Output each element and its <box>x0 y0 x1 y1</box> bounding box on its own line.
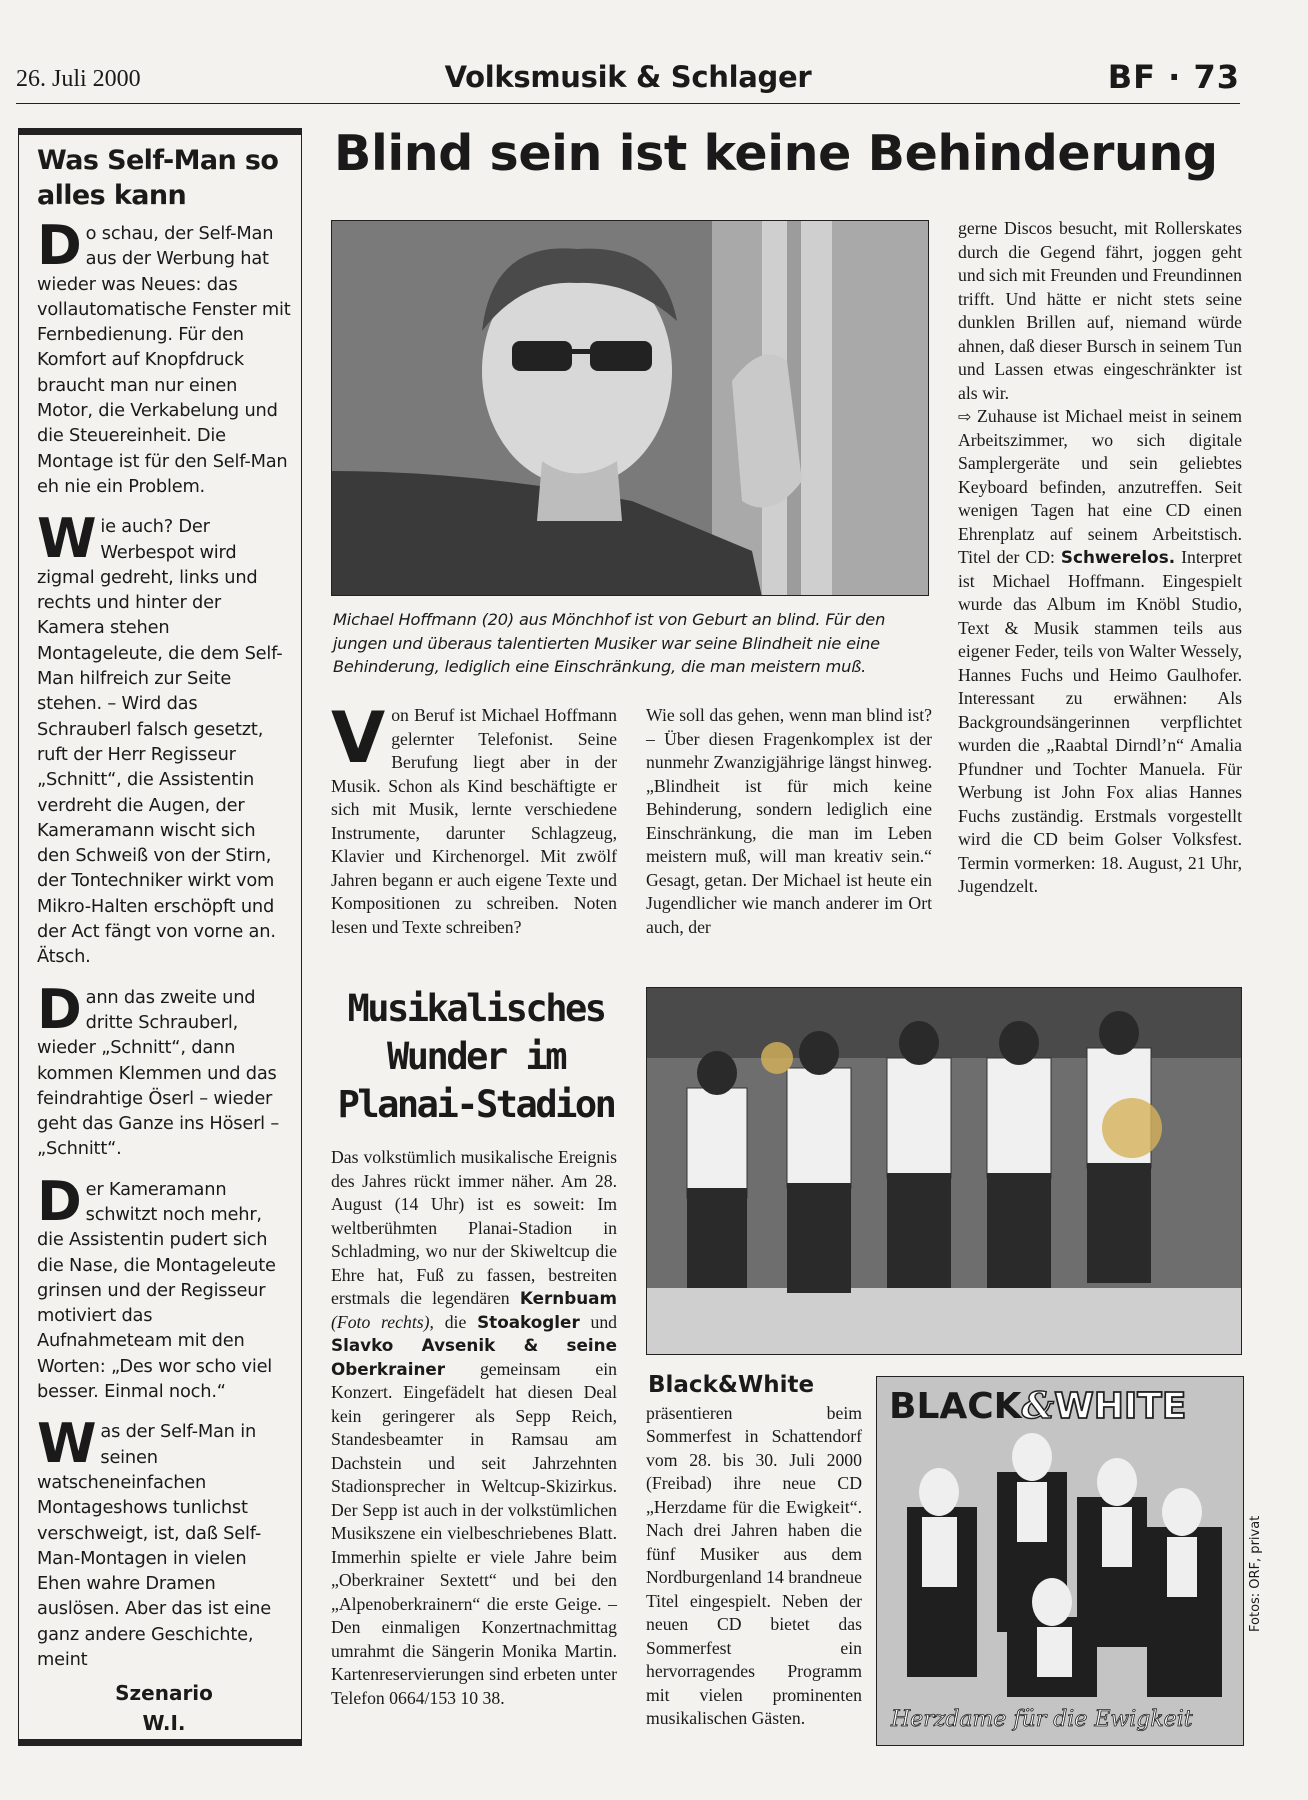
article-column-4 <box>331 1146 617 1710</box>
drop-cap: W <box>37 507 97 571</box>
column-text: Wie soll das gehen, wenn man blind ist? – Über diesen Fragenkomplex ist der nunmehr Zwanzigjährige längst hinweg. „Blindheit ist für mich keine Behinderung, sondern lediglich eine Einschränkung, die man im Leben meistern muß, will man kreativ sein.“ Gesagt, getan. Der Michael ist heute ein Jugendlicher wie manch anderer im Ort auch, der <box>646 705 932 937</box>
photo-credit: Fotos: ORF, privat <box>1248 1515 1263 1632</box>
band-name: Slavko Avsenik & seine Oberkrainer <box>331 1335 617 1379</box>
sidebar-paragraph <box>37 977 291 1162</box>
column-text: Zuhause ist Michael meist in seinem Arbeitszimmer, wo sich digitale Samplergeräte und sein geliebtes Keyboard befinden, anzutreffen. Seit wenigen Tagen hat eine CD einen Ehrenplatz auf seinem Arbeitstisch. Titel der CD: <box>958 406 1242 567</box>
column-text: gemeinsam ein Konzert. Eingefädelt hat diesen Deal kein geringerer als Sepp Reich, Standesbeamter in Ramsau am Dachstein und seit Jahrzehnten Stadionsprecher in Weltcup-Skizirkus. Der Sepp ist auch in der volkstümlichen Musikszene ein vielbeschriebenes Blatt. Immerhin spielte er viele Jahre beim „Oberkrainer Sextett“ und bei den „Alpenoberkrainern“ die erste Geige. – Den einmaligen Konzertnachmittag umrahmt die Sängerin Monika Martin. Kartenreservierungen sind erbeten unter Telefon 0664/153 10 38. <box>331 1358 617 1708</box>
section-title: Volksmusik & Schlager <box>444 60 812 94</box>
sidebar-paragraph <box>37 1412 291 1672</box>
sidebar-paragraph <box>37 507 291 969</box>
paragraph-text: ann das zweite und dritte Schrauberl, wieder „Schnitt“, dann kommen Klemmen und das feindrahtige Öserl – wieder geht das Ganze ins Höserl – „Schnitt“. <box>37 986 280 1160</box>
logo-word: BLACK <box>889 1386 1022 1427</box>
column-text: und <box>579 1311 618 1332</box>
column-text: gerne Discos besucht, mit Rollerskates durch die Gegend fährt, joggen geht und sich mit Freunden und Freundinnen trifft. Und hätte er nicht stets seine dunklen Brillen auf, niemand würde ahnen, daß dieser Bursch in seinem Tun und Lassen etwas eingeschränkter ist als wir. <box>958 218 1242 403</box>
band-name: Kernbuam <box>519 1288 617 1308</box>
sidebar-paragraph <box>37 1169 291 1405</box>
drop-cap: V <box>331 697 386 779</box>
article-column-3 <box>958 217 1242 899</box>
column-text: , die <box>429 1311 478 1332</box>
page-header <box>16 58 1240 104</box>
band-illustration <box>647 988 1242 1355</box>
logo-word: WHITE <box>1054 1386 1187 1427</box>
cd-cover-title: Herzdame für die Ewigkeit <box>891 1707 1193 1732</box>
portrait-photo <box>331 220 929 596</box>
band-photo <box>646 987 1242 1355</box>
portrait-illustration <box>332 221 929 596</box>
photo-reference: (Foto rechts) <box>331 1311 430 1332</box>
column-text: on Beruf ist Michael Hoffmann gelernter Telefonist. Seine Berufung liegt aber in der Musik. Schon als Kind beschäftigte er sich mit Musik, lernte verschiedene Instrumente, darunter Schlagzeug, Klavier und Kirchenorgel. Mit zwölf Jahren begann er auch eigene Texte und Kompositionen zu schreiben. Noten lesen und Texte schreiben? <box>331 705 617 937</box>
main-headline: Blind sein ist keine Behinderung <box>334 125 1218 182</box>
paragraph-text: as der Self-Man in seinen watscheneinfachen Montageshows tunlichst verschweigt, ist, daß Self-Man-Montagen in vielen Ehen wahre Dramen auslösen. Aber das ist eine ganz andere Geschichte, meint <box>37 1421 271 1671</box>
sidebar-title: Was Self-Man so alles kann <box>37 145 279 211</box>
sidebar-signature-line-2: W.I. <box>142 1711 186 1736</box>
article-column-5 <box>646 1378 862 1731</box>
article-column-1 <box>331 697 617 939</box>
column-text: Interpret ist Michael Hoffmann. Eingespielt wurde das Album im Knöbl Studio, Text & Musik stammen teils aus eigener Feder, teils von Walter Wessely, Hannes Fuchs und Heimo Gaulhofer. Interessant zu erwähnen: Als Backgroundsängerinnen verpflichtet wurden die „Raabtal Dirndl’n“ Amalia Pfundner und Tochter Manuela. Für Werbung ist John Fox alias Hannes Fuchs zuständig. Erstmals vorgestellt wird die CD beim Golser Volksfest. Termin vormerken: 18. August, 21 Uhr, Jugendzelt. <box>958 547 1242 896</box>
issue-date: 26. Juli 2000 <box>16 66 141 92</box>
drop-cap: W <box>37 1412 97 1476</box>
sidebar-paragraph <box>37 214 291 499</box>
cd-title: Schwerelos. <box>1060 547 1176 567</box>
column-text: Das volkstümlich musikalische Ereignis des Jahres rückt immer näher. Am 28. August (14 Uhr) ist es soweit: Im weltberühmten Planai-Stadion in Schladming, wo nur der Skiweltcup die Ehre hat, Fuß zu fassen, bestreiten erstmals die legendären <box>331 1147 617 1308</box>
drop-cap: D <box>37 214 82 277</box>
drop-cap: D <box>37 1169 82 1233</box>
cd-cover-logo <box>889 1385 1186 1427</box>
arrow-icon: ⇨ <box>958 407 972 426</box>
paragraph-text: o schau, der Self-Man aus der Werbung hat wieder was Neues: das vollautomatische Fenster mit Fernbedienung. Für den Komfort auf Knopfdruck braucht man nur einen Motor, die Verkabelung und die Steuereinheit. Die Montage ist für den Self-Man eh nie ein Problem. <box>37 223 291 497</box>
cd-cover-illustration <box>877 1377 1244 1746</box>
photo-caption: Michael Hoffmann (20) aus Mönchhof ist von Geburt an blind. Für den jungen und überaus talentierten Musiker war seine Blindheit nie eine Behinderung, lediglich eine Einschränkung, die man meistern muß. <box>333 610 886 676</box>
paragraph-text: er Kameramann schwitzt noch mehr, die Assistentin pudert sich die Nase, die Montageleute grinsen und der Regisseur motiviert das Aufnahmeteam mit den Worten: „Des wor scho viel besser. Einmal noch.“ <box>37 1178 276 1403</box>
sidebar-column <box>18 128 302 1746</box>
secondary-headline: Musikalisches Wunder im Planai-Stadion <box>337 987 615 1126</box>
paragraph-text: ie auch? Der Werbespot wird zigmal gedreht, links und rechts und hinter der Kamera stehen Montageleute, die dem Self-Man hilfreich zur Seite stehen. – Wird das Schrauberl falsch gesetzt, ruft der Herr Regisseur „Schnitt“, die Assistentin verdreht die Augen, der Kameramann wischt sich den Schweiß von der Stirn, der Tontechniker wirkt vom Mikro-Halten erschöpft und der Act fängt von vorne an. Ätsch. <box>37 516 283 968</box>
sidebar-signature-line-1: Szenario <box>115 1681 213 1706</box>
article-subheading: Black&White <box>648 1372 815 1398</box>
cd-cover-photo <box>876 1376 1244 1746</box>
logo-ampersand: & <box>1021 1385 1055 1427</box>
band-name: Stoakogler <box>477 1311 580 1332</box>
page-number: BF · 73 <box>1107 58 1240 96</box>
article-column-2 <box>646 704 932 939</box>
drop-cap: D <box>37 977 82 1041</box>
column-text: präsentieren beim Sommerfest in Schattendorf vom 28. bis 30. Juli 2000 (Freibad) ihre neue CD „Herzdame für die Ewigkeit“. Nach drei Jahren haben die fünf Musiker aus dem Nordburgenland 14 brandneue Titel eingespielt. Neben der neuen CD bietet das Sommerfest ein hervorragendes Programm mit vielen prominenten musikalischen Gästen. <box>646 1402 862 1728</box>
